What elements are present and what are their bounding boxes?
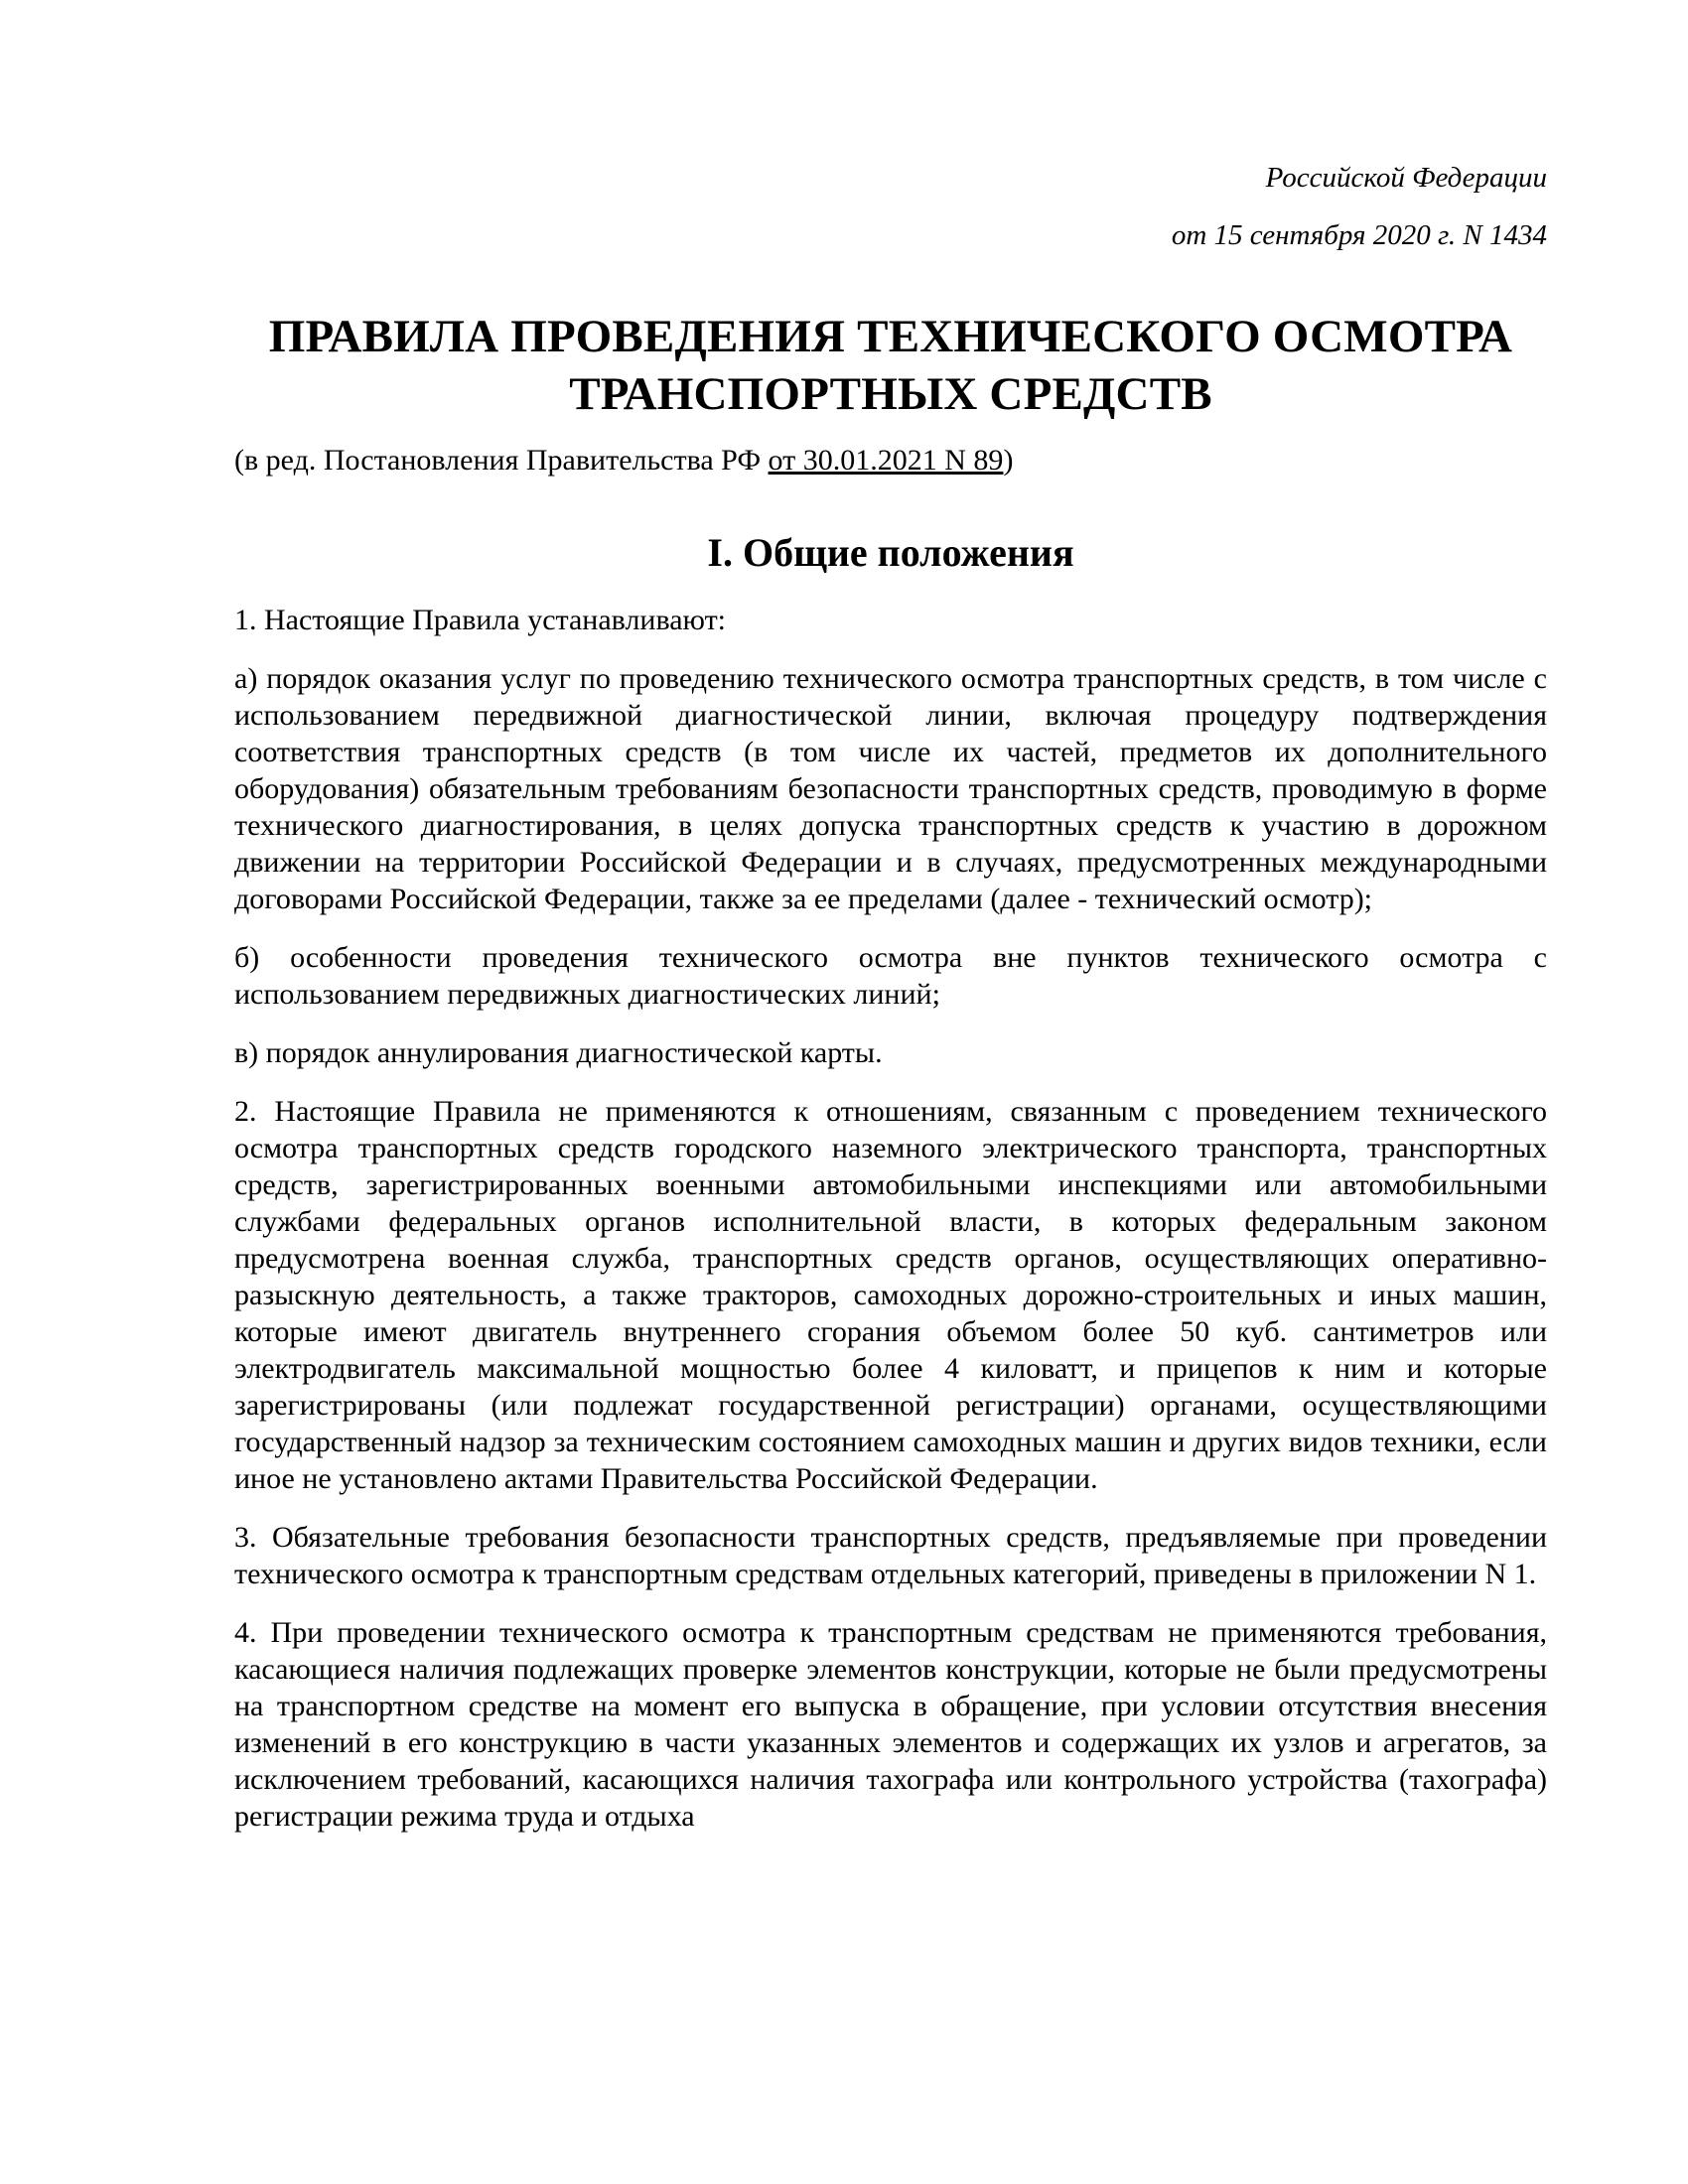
edition-reference-link[interactable]: от 30.01.2021 N 89 — [768, 444, 1004, 477]
paragraph-3: 3. Обязательные требования безопасности транспортных средств, предъявляемые при проведении технического осмотра к транспортным средствам отдельных категорий, приведены в приложении N 1. — [234, 1521, 1547, 1590]
edition-note — [234, 441, 1547, 480]
edition-note-suffix: ) — [1003, 444, 1014, 477]
edition-note-prefix: (в ред. Постановления Правительства РФ — [234, 444, 769, 477]
document-title-line-1: ПРАВИЛА ПРОВЕДЕНИЯ ТЕХНИЧЕСКОГО ОСМОТРА — [268, 311, 1513, 362]
section-heading: I. Общие положения — [707, 530, 1074, 575]
paragraph-4: 4. При проведении технического осмотра к транспортным средствам не применяются требования, касающиеся наличия подлежащих проверке элементов конструкции, которые не были предусмотрены на транспортном средстве на момент его выпуска в обращение, при условии отсутствия внесения изменений в его конструкцию в части указанных элементов и содержащих их узлов и агрегатов, за исключением требований, касающихся наличия тахографа или контрольного устройства (тахографа) регистрации режима труда и отдыха — [234, 1616, 1547, 1833]
paragraph-1: 1. Настоящие Правила устанавливают: — [234, 604, 727, 636]
paragraph-1b: б) особенности проведения технического осмотра вне пунктов технического осмотра с использованием передвижных диагностических линий; — [234, 941, 1547, 1011]
document-title-line-2: ТРАНСПОРТНЫХ СРЕДСТВ — [569, 368, 1212, 420]
document-title — [234, 308, 1547, 423]
approval-date-number: от 15 сентября 2020 г. N 1434 — [1171, 219, 1547, 251]
paragraph-2: 2. Настоящие Правила не применяются к отношениям, связанным с проведением технического осмотра транспортных средств городского наземного электрического транспорта, транспортных средств, зарегистрированных военными автомобильными инспекциями или автомобильными службами федеральных органов исполнительной власти, в которых федеральным законом предусмотрена военная служба, транспортных средств органов, осуществляющих оперативно-разыскную деятельность, а также тракторов, самоходных дорожно-строительных и иных машин, которые имеют двигатель внутреннего сгорания объемом более 50 куб. сантиметров или электродвигатель максимальной мощностью более 4 киловатт, и прицепов к ним и которые зарегистрированы (или подлежат государственной регистрации) органами, осуществляющими государственный надзор за техническим состоянием самоходных машин и других видов техники, если иное не установлено актами Правительства Российской Федерации. — [234, 1095, 1547, 1495]
paragraph-1a: а) порядок оказания услуг по проведению технического осмотра транспортных средств, в том числе с использованием передвижной диагностической линии, включая процедуру подтверждения соответствия транспортных средств (в том числе их частей, предметов их дополнительного оборудования) обязательным требованиям безопасности транспортных средств, проводимую в форме технического диагностирования, в целях допуска транспортных средств к участию в дорожном движении на территории Российской Федерации и в случаях, предусмотренных международными договорами Российской Федерации, также за ее пределами (далее - технический осмотр); — [234, 662, 1547, 915]
approval-header — [234, 149, 1547, 264]
paragraph-1v: в) порядок аннулирования диагностической карты. — [234, 1036, 883, 1069]
approval-authority: Российской Федерации — [1265, 162, 1547, 194]
